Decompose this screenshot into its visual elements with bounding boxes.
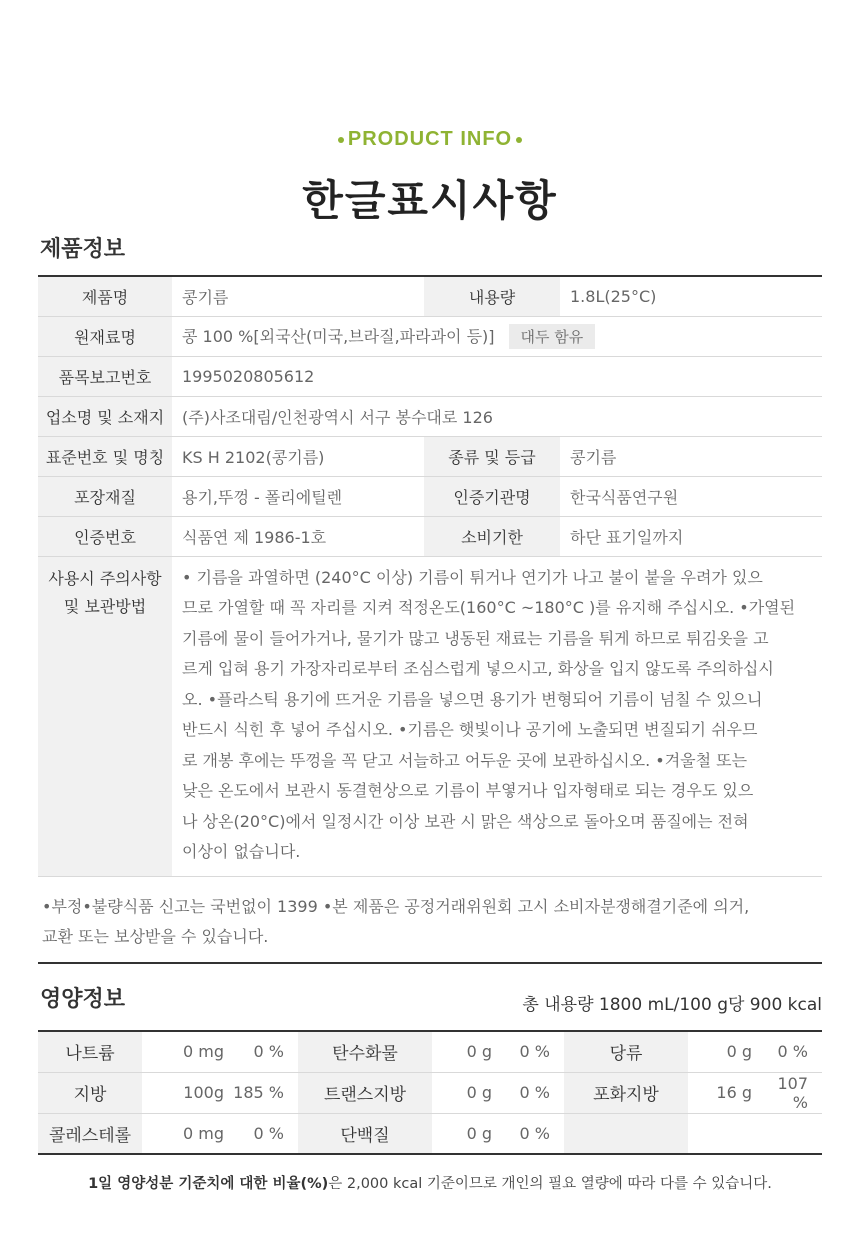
notes-line: 이상이 없습니다.: [182, 842, 301, 861]
nutrient-label: 단백질: [298, 1113, 432, 1154]
notes-line: 므로 가열할 때 꼭 자리를 지켜 적정온도(160°C ~180°C )를 유지해 주십시오. •가열된: [182, 598, 796, 617]
maker-label: 업소명 및 소재지: [38, 396, 172, 436]
nutrient-percent: 0 %: [230, 1031, 298, 1072]
nutrient-label: 지방: [38, 1072, 142, 1113]
ingredients-cell: [172, 316, 822, 356]
nutrient-percent: 0 %: [498, 1113, 564, 1154]
nutrient-amount: 0 g: [432, 1113, 498, 1154]
table-row: [38, 556, 822, 876]
page-title: 한글표시사항: [302, 176, 558, 225]
allergen-tag: 대두 함유: [509, 324, 596, 349]
nutrient-percent: 0 %: [498, 1072, 564, 1113]
notes-line: 르게 입혀 용기 가장자리로부터 조심스럽게 넣으시고, 화상을 입지 않도록 주의하십시: [182, 659, 774, 678]
notes-line: 낮은 온도에서 보관시 동결현상으로 기름이 부옇거나 입자형태로 되는 경우도 있으: [182, 781, 754, 800]
nutrient-percent: 0 %: [498, 1031, 564, 1072]
badge-text: PRODUCT INFO: [347, 128, 513, 150]
nutrient-amount: 0 mg: [142, 1031, 230, 1072]
notes-text: [172, 556, 822, 876]
table-row: [38, 436, 822, 476]
report-notice: [38, 884, 822, 964]
product-info-table: [38, 275, 822, 877]
grade-label: 종류 및 등급: [424, 436, 560, 476]
notes-line: • 기름을 과열하면 (240°C 이상) 기름이 튀거나 연기가 나고 불이 붙을 우려가 있으: [182, 567, 763, 587]
report-number-value: 1995020805612: [172, 356, 822, 396]
nutrition-table: [38, 1030, 822, 1155]
product-info-badge: [0, 128, 860, 151]
table-row: [38, 1072, 822, 1113]
table-row: [38, 1113, 822, 1154]
table-row: [38, 276, 822, 316]
nutrient-label: 당류: [564, 1031, 688, 1072]
product-name-label: 제품명: [38, 276, 172, 316]
nutrient-amount: 0 g: [432, 1031, 498, 1072]
expiry-value: 하단 표기일까지: [560, 516, 822, 556]
notes-label-line: 사용시 주의사항: [48, 568, 162, 588]
nutrition-total: 총 내용량 1800 mL/100 g당 900 kcal: [522, 995, 822, 1015]
report-number-label: 품목보고번호: [38, 356, 172, 396]
cert-agency-value: 한국식품연구원: [560, 476, 822, 516]
standard-value: KS H 2102(콩기름): [172, 436, 424, 476]
nutrient-percent: 185 %: [230, 1072, 298, 1113]
product-section-title: 제품정보: [40, 237, 126, 262]
packaging-label: 포장재질: [38, 476, 172, 516]
grade-value: 콩기름: [560, 436, 822, 476]
nutrient-label: 포화지방: [564, 1072, 688, 1113]
report-line: •부정•불량식품 신고는 국번없이 1399 •본 제품은 공정거래위원회 고시 소비자분쟁해결기준에 의거,: [42, 897, 750, 916]
notes-line: 로 개봉 후에는 뚜껑을 꼭 닫고 서늘하고 어두운 곳에 보관하십시오. •겨울철 또는: [182, 750, 748, 770]
notes-label: [38, 556, 172, 876]
table-row: [38, 396, 822, 436]
cert-number-value: 식품연 제 1986-1호: [172, 516, 424, 556]
volume-label: 내용량: [424, 276, 560, 316]
nutrition-footnote: [0, 1172, 860, 1193]
notes-line: 기름에 물이 들어가거나, 물기가 많고 냉동된 재료는 기름을 튀게 하므로 튀김옷을 고: [182, 628, 769, 648]
ingredients-value: 콩 100 %[외국산(미국,브라질,파라과이 등)]: [182, 326, 495, 346]
nutrient-label: 트랜스지방: [298, 1072, 432, 1113]
nutrient-label: 나트륨: [38, 1031, 142, 1072]
packaging-value: 용기,뚜껑 - 폴리에틸렌: [172, 476, 424, 516]
table-row: [38, 1031, 822, 1072]
nutrient-amount-empty: [688, 1113, 758, 1154]
nutrient-percent: 0 %: [230, 1113, 298, 1154]
nutrient-amount: 16 g: [688, 1072, 758, 1113]
table-row: [38, 476, 822, 516]
table-row: [38, 356, 822, 396]
nutrient-label: 탄수화물: [298, 1031, 432, 1072]
notes-line: 오. •플라스틱 용기에 뜨거운 기름을 넣으면 용기가 변형되어 기름이 넘칠 수 있으니: [182, 689, 763, 709]
table-row: [38, 316, 822, 356]
nutrient-percent: 107 %: [758, 1072, 822, 1113]
dot-icon: [338, 137, 344, 143]
expiry-label: 소비기한: [424, 516, 560, 556]
maker-value: (주)사조대림/인천광역시 서구 봉수대로 126: [172, 396, 822, 436]
nutrient-percent-empty: [758, 1113, 822, 1154]
notes-line: 반드시 식힌 후 넣어 주십시오. •기름은 햇빛이나 공기에 노출되면 변질되기 쉬우므: [182, 720, 758, 739]
report-line: 교환 또는 보상받을 수 있습니다.: [42, 927, 269, 946]
nutrient-label-empty: [564, 1113, 688, 1154]
nutrient-amount: 0 mg: [142, 1113, 230, 1154]
nutrient-percent: 0 %: [758, 1031, 822, 1072]
nutrient-amount: 0 g: [688, 1031, 758, 1072]
dot-icon: [516, 137, 522, 143]
nutrient-amount: 0 g: [432, 1072, 498, 1113]
notes-line: 나 상온(20°C)에서 일정시간 이상 보관 시 맑은 색상으로 돌아오며 품질에는 전혀: [182, 811, 749, 831]
volume-value: 1.8L(25°C): [560, 276, 822, 316]
cert-agency-label: 인증기관명: [424, 476, 560, 516]
footnote-rest: 은 2,000 kcal 기준이므로 개인의 필요 열량에 따라 다를 수 있습니다.: [328, 1176, 772, 1192]
nutrient-amount: 100g: [142, 1072, 230, 1113]
standard-label: 표준번호 및 명칭: [38, 436, 172, 476]
notes-label-line: 및 보관방법: [63, 596, 147, 616]
cert-number-label: 인증번호: [38, 516, 172, 556]
nutrition-section-title: 영양정보: [40, 987, 126, 1012]
footnote-bold: 1일 영양성분 기준치에 대한 비율(%): [88, 1176, 329, 1192]
nutrient-label: 콜레스테롤: [38, 1113, 142, 1154]
product-name-value: 콩기름: [172, 276, 424, 316]
table-row: [38, 516, 822, 556]
ingredients-label: 원재료명: [38, 316, 172, 356]
